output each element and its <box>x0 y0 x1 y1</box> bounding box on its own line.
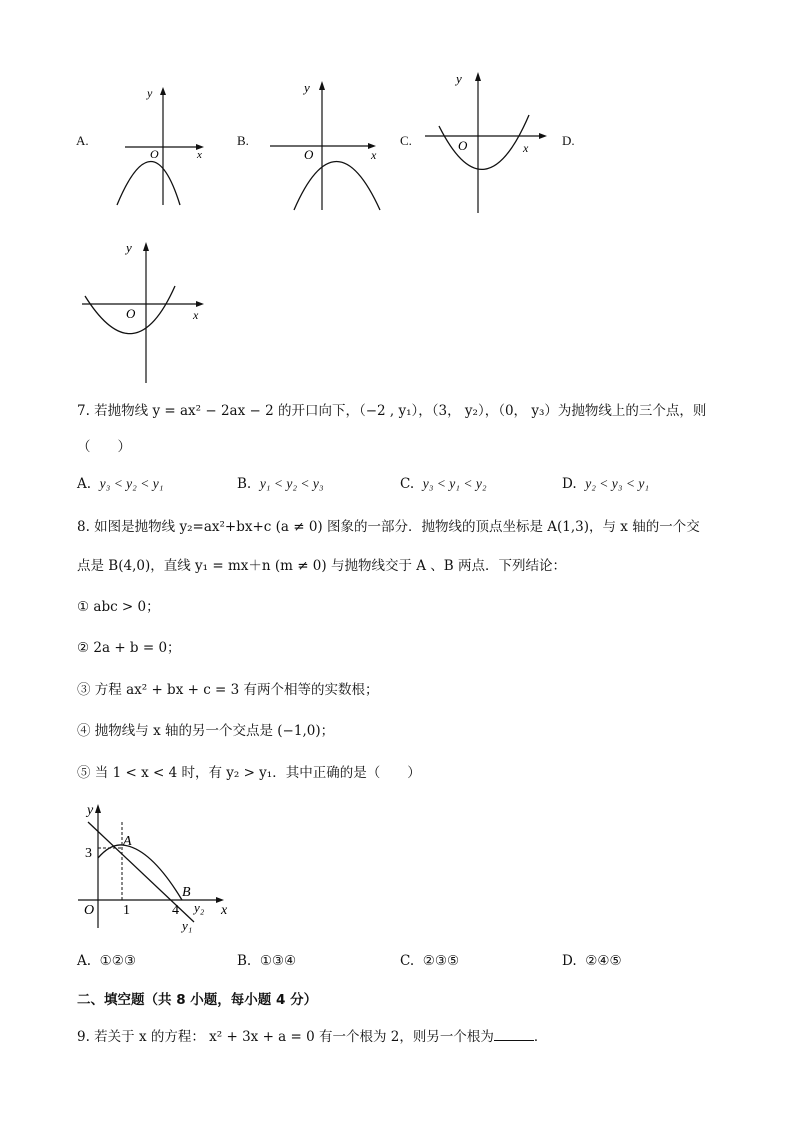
graph-d-x-label: x <box>193 308 199 322</box>
q8-stem-line2: 点是 B(4,0)，直线 y₁ = mx＋n (m ≠ 0) 与抛物线交于 A 、B 两点．下列结论： <box>77 558 566 574</box>
q8-fig-y1-label: y₁ <box>182 918 193 933</box>
option-a-label: A. <box>76 133 89 148</box>
q8-conclusion-4: ④ 抛物线与 x 轴的另一个交点是 (−1,0)； <box>77 723 335 739</box>
graph-c-y-label: y <box>456 71 462 86</box>
q8-conclusion-5: ⑤ 当 1 < x < 4 时，有 y₂ > y₁．其中正确的是（ ） <box>77 765 421 781</box>
graph-a <box>110 85 200 210</box>
q7-option-c: C. y₃ < y₁ < y₂ <box>400 476 487 492</box>
q8-fig-x-label: x <box>221 903 228 918</box>
q7-option-d: D. y₂ < y₃ < y₁ <box>562 476 650 492</box>
q8-conclusion-3: ③ 方程 ax² + bx + c = 3 有两个相等的实数根； <box>77 682 379 698</box>
q7-option-a: A. y₃ < y₂ < y₁ <box>77 476 164 492</box>
q8-stem-line1: 8. 如图是抛物线 y₂=ax²+bx+c (a ≠ 0) 图象的一部分．抛物线的顶点坐标是 A(1,3)，与 x 轴的一个交 <box>77 519 700 535</box>
graph-d <box>80 238 210 386</box>
q9-stem: 9. 若关于 x 的方程： x² + 3x + a = 0 有一个根为 2，则另一个根为 ． <box>77 1029 548 1045</box>
q7-paren: （ ） <box>77 439 131 455</box>
q8-fig-point-a: A <box>123 834 132 849</box>
section-2-heading: 二、填空题（共 8 小题，每小题 4 分） <box>77 992 318 1008</box>
q9-answer-blank[interactable] <box>494 1028 534 1041</box>
graph-b <box>268 78 383 213</box>
graph-b-x-label: x <box>371 148 377 162</box>
q8-fig-y-label: y <box>87 803 94 818</box>
graph-c <box>423 68 553 216</box>
option-c-label: C. <box>400 133 412 148</box>
option-d-label: D. <box>562 133 575 148</box>
option-b-label: B. <box>237 133 249 148</box>
q8-conclusion-2: ② 2a + b = 0； <box>77 640 181 656</box>
q8-fig-y2-label: y₂ <box>194 900 205 915</box>
graph-d-y-label: y <box>126 240 132 255</box>
graph-a-x-label: x <box>197 149 202 161</box>
graph-c-origin: O <box>458 138 468 153</box>
q8-option-d: D. ②④⑤ <box>562 953 622 969</box>
q8-fig-tick-4: 4 <box>172 903 179 918</box>
q8-fig-origin: O <box>84 903 95 918</box>
q8-option-a: A. ①②③ <box>77 953 136 969</box>
graph-d-origin: O <box>126 306 136 321</box>
q8-option-b: B. ①③④ <box>237 953 297 969</box>
q7-stem: 7. 若抛物线 y = ax² − 2ax − 2 的开口向下，（−2 , y₁），（3， y₂），（0， y₃）为抛物线上的三个点，则 <box>77 403 707 419</box>
q8-option-c: C. ②③⑤ <box>400 953 460 969</box>
q8-fig-tick-1: 1 <box>123 903 130 918</box>
graph-b-origin: O <box>304 147 314 162</box>
graph-a-origin: O <box>150 147 159 161</box>
q8-fig-point-b: B <box>182 885 191 900</box>
q8-fig-tick-3: 3 <box>85 846 92 861</box>
q7-option-b: B. y₁ < y₂ < y₃ <box>237 476 324 492</box>
graph-b-y-label: y <box>304 80 310 95</box>
graph-a-y-label: y <box>147 86 153 100</box>
q8-conclusion-1: ① abc > 0； <box>77 599 160 615</box>
q8-figure <box>76 800 236 935</box>
graph-c-x-label: x <box>523 141 529 155</box>
